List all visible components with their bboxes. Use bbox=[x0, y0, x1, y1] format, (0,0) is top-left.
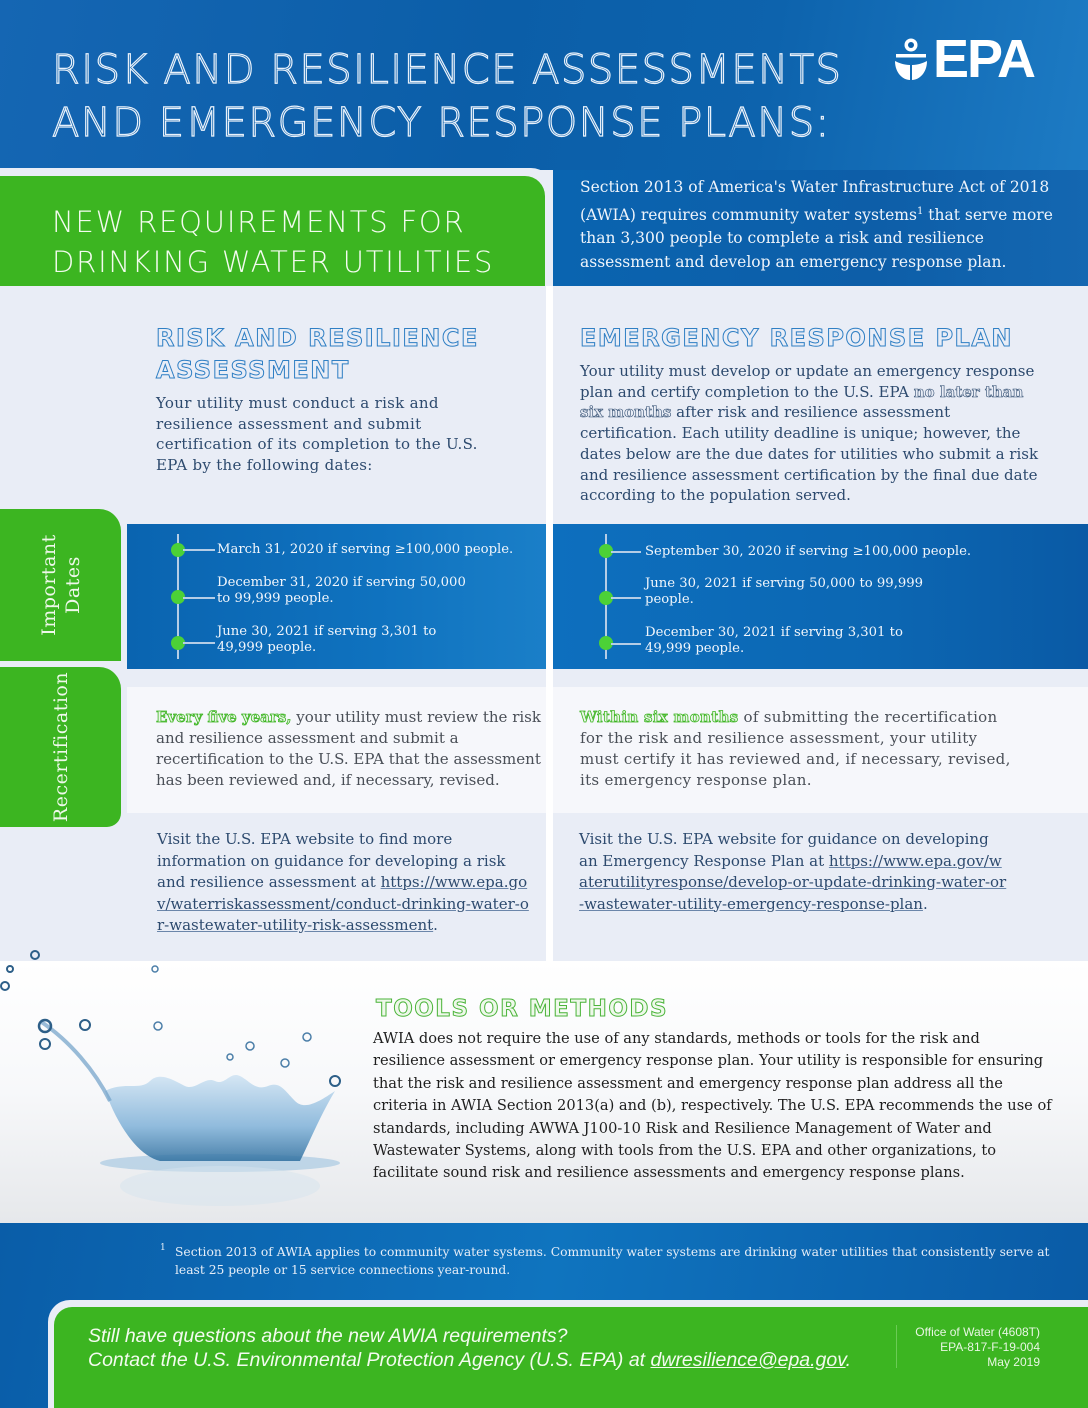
date-line: March 31, 2020 if serving ≥100,000 people. bbox=[217, 542, 514, 557]
risk-recertification-text bbox=[156, 707, 541, 791]
document-meta bbox=[915, 1325, 1040, 1370]
date-line: 49,999 people. bbox=[645, 641, 745, 656]
recert-highlight: Every five years, bbox=[156, 708, 292, 726]
emergency-plan-link-paragraph bbox=[579, 829, 1009, 915]
tools-body: AWIA does not require the use of any standards, methods or tools for the risk and resilience assessment or emergency response plan. Your utility is responsible for ensuring that the risk and resilience assessment and emergency response plan address all the criteria in AWIA Section 2013(a) and (b), respectively. The U.S. EPA recommends the use of standards, including AWWA J100-10 Risk and Resilience Management of Water and Wastewater Systems, along with tools from the U.S. EPA and other organizations, to facilitate sound risk and resilience assessments and emergency response plans. bbox=[373, 1030, 1052, 1182]
link-end: . bbox=[922, 894, 928, 913]
requirements-tab-frame bbox=[0, 168, 553, 290]
risk-assessment-dates bbox=[127, 524, 546, 669]
timeline-connector bbox=[183, 642, 215, 644]
intro-box bbox=[553, 170, 1088, 286]
date-item bbox=[217, 575, 466, 607]
date-line: September 30, 2020 if serving ≥100,000 people. bbox=[645, 544, 972, 559]
risk-assessment-body: Your utility must conduct a risk and resilience assessment and submit certification of its completion to the U.S. EPA by the following dates: bbox=[156, 394, 478, 475]
document-number: EPA-817-F-19-004 bbox=[940, 1340, 1040, 1354]
intro-text-main: Section 2013 of America's Water Infrastructure Act of 2018 (AWIA) requires community water systems bbox=[580, 178, 1050, 224]
contact-prefix: Contact the U.S. Environmental Protection Agency (U.S. EPA) at bbox=[88, 1349, 651, 1371]
date-item bbox=[645, 576, 923, 608]
date-item bbox=[217, 542, 513, 558]
contact-email-link[interactable]: dwresilience@epa.gov bbox=[650, 1349, 846, 1371]
label-line-2: Dates bbox=[61, 556, 84, 614]
date-line: 49,999 people. bbox=[217, 640, 317, 655]
risk-assessment-link[interactable]: https://www.epa.gov/waterriskassessment/conduct-drinking-water-or-wastewater-utility-risk-assessment bbox=[157, 873, 529, 934]
emergency-plan-dates bbox=[553, 524, 1088, 669]
recertification-label: Recertification bbox=[49, 671, 72, 823]
risk-recertification-box bbox=[127, 687, 546, 813]
footnote-text: Section 2013 of AWIA applies to community water systems. Community water systems are drinking water utilities that consistently serve at least 25 people or 15 service connections year-round. bbox=[175, 1245, 1050, 1277]
emergency-plan-body bbox=[580, 361, 1050, 506]
emergency-plan-heading: EMERGENCY RESPONSE PLAN bbox=[580, 324, 1013, 352]
recert-body: your utility must review the risk and resilience assessment and submit a recertification to the U.S. EPA that the assessment has been reviewed and, if necessary, revised. bbox=[156, 708, 541, 789]
recertification-tab bbox=[0, 667, 121, 827]
timeline-connector bbox=[611, 551, 641, 553]
date-line: to 99,999 people. bbox=[217, 591, 334, 606]
requirements-subtitle bbox=[52, 202, 494, 282]
footnote bbox=[160, 1243, 1050, 1279]
contact-end: . bbox=[845, 1349, 851, 1371]
risk-assessment-link-paragraph bbox=[157, 829, 532, 937]
heading-line-2: ASSESSMENT bbox=[156, 356, 350, 384]
office-label: Office of Water (4608T) bbox=[915, 1325, 1040, 1339]
emergency-recertification-text bbox=[580, 707, 1020, 791]
timeline-connector bbox=[611, 643, 641, 645]
link-intro: Visit the U.S. EPA website to find more information on guidance for developing a risk and resilience assessment at bbox=[157, 830, 506, 891]
date-item bbox=[217, 624, 436, 656]
date-item bbox=[645, 544, 971, 560]
label-line-1: Important bbox=[37, 534, 60, 636]
timeline-connector bbox=[611, 597, 641, 599]
water-splash-image bbox=[0, 941, 360, 1221]
contact-question: Still have questions about the new AWIA requirements? bbox=[88, 1325, 568, 1347]
subtitle-line-1: NEW REQUIREMENTS FOR bbox=[52, 205, 466, 239]
contact-text bbox=[88, 1324, 851, 1372]
date-line: December 30, 2021 if serving 3,301 to bbox=[645, 625, 903, 640]
body-text: Your utility must develop or update an emergency response plan and certify completion to the U.S. EPA bbox=[580, 362, 1035, 401]
epa-logo-text: EPA bbox=[933, 29, 1035, 89]
title-line-2: AND EMERGENCY RESPONSE PLANS: bbox=[52, 100, 831, 146]
footnote-ref: 1 bbox=[916, 205, 924, 217]
intro-text-rest: that serve more than 3,300 people to complete a risk and resilience assessment and develop an emergency response plan. bbox=[580, 205, 1053, 271]
important-dates-tab bbox=[0, 509, 121, 661]
meta-divider bbox=[896, 1325, 897, 1368]
important-dates-label bbox=[37, 534, 85, 636]
epa-flower-icon bbox=[893, 35, 929, 83]
heading-line-1: RISK AND RESILIENCE bbox=[156, 324, 479, 352]
date-item bbox=[645, 625, 903, 657]
contact-frame bbox=[48, 1300, 1088, 1408]
contact-line bbox=[88, 1348, 851, 1372]
link-intro: Visit the U.S. EPA website for guidance on developing an Emergency Response Plan at bbox=[579, 830, 989, 870]
document-date: May 2019 bbox=[987, 1355, 1040, 1369]
deadline-highlight: no later than six months bbox=[580, 382, 1024, 422]
column-divider bbox=[546, 286, 553, 961]
date-line: June 30, 2021 if serving 50,000 to 99,999 bbox=[645, 576, 924, 591]
timeline-connector bbox=[183, 597, 215, 599]
title-line-1: RISK AND RESILIENCE ASSESSMENTS bbox=[52, 47, 843, 93]
subtitle-line-2: DRINKING WATER UTILITIES bbox=[52, 245, 495, 279]
body-text-rest: after risk and resilience assessment certification. Each utility deadline is unique; however, the dates below are the due dates for utilities who submit a risk and resilience assessment certification by the final due date according to the population served. bbox=[580, 403, 1039, 505]
intro-text bbox=[580, 176, 1060, 274]
page-title bbox=[52, 44, 872, 150]
date-line: people. bbox=[645, 592, 694, 607]
footnote-mark: 1 bbox=[160, 1243, 166, 1253]
date-line: December 31, 2020 if serving 50,000 bbox=[217, 575, 466, 590]
contact-box bbox=[54, 1307, 1088, 1408]
emergency-plan-link[interactable]: https://www.epa.gov/waterutilityresponse/develop-or-update-drinking-water-or-wastewater-utility-emergency-response-plan bbox=[579, 851, 1007, 913]
tools-section bbox=[0, 961, 1088, 1223]
header-banner bbox=[0, 0, 1088, 170]
date-line: June 30, 2021 if serving 3,301 to bbox=[217, 624, 437, 639]
emergency-recertification-box bbox=[553, 687, 1088, 813]
requirements-tab bbox=[0, 176, 545, 286]
tools-heading: TOOLS OR METHODS bbox=[376, 996, 669, 1022]
risk-assessment-heading bbox=[156, 322, 479, 386]
recert-body: of submitting the recertification for the risk and resilience assessment, your utility must certify it has reviewed and, if necessary, revised, its emergency response plan. bbox=[580, 708, 1011, 789]
timeline-connector bbox=[183, 549, 215, 551]
epa-logo bbox=[893, 29, 1043, 89]
recert-highlight: Within six months bbox=[580, 708, 739, 726]
link-end: . bbox=[433, 916, 438, 934]
